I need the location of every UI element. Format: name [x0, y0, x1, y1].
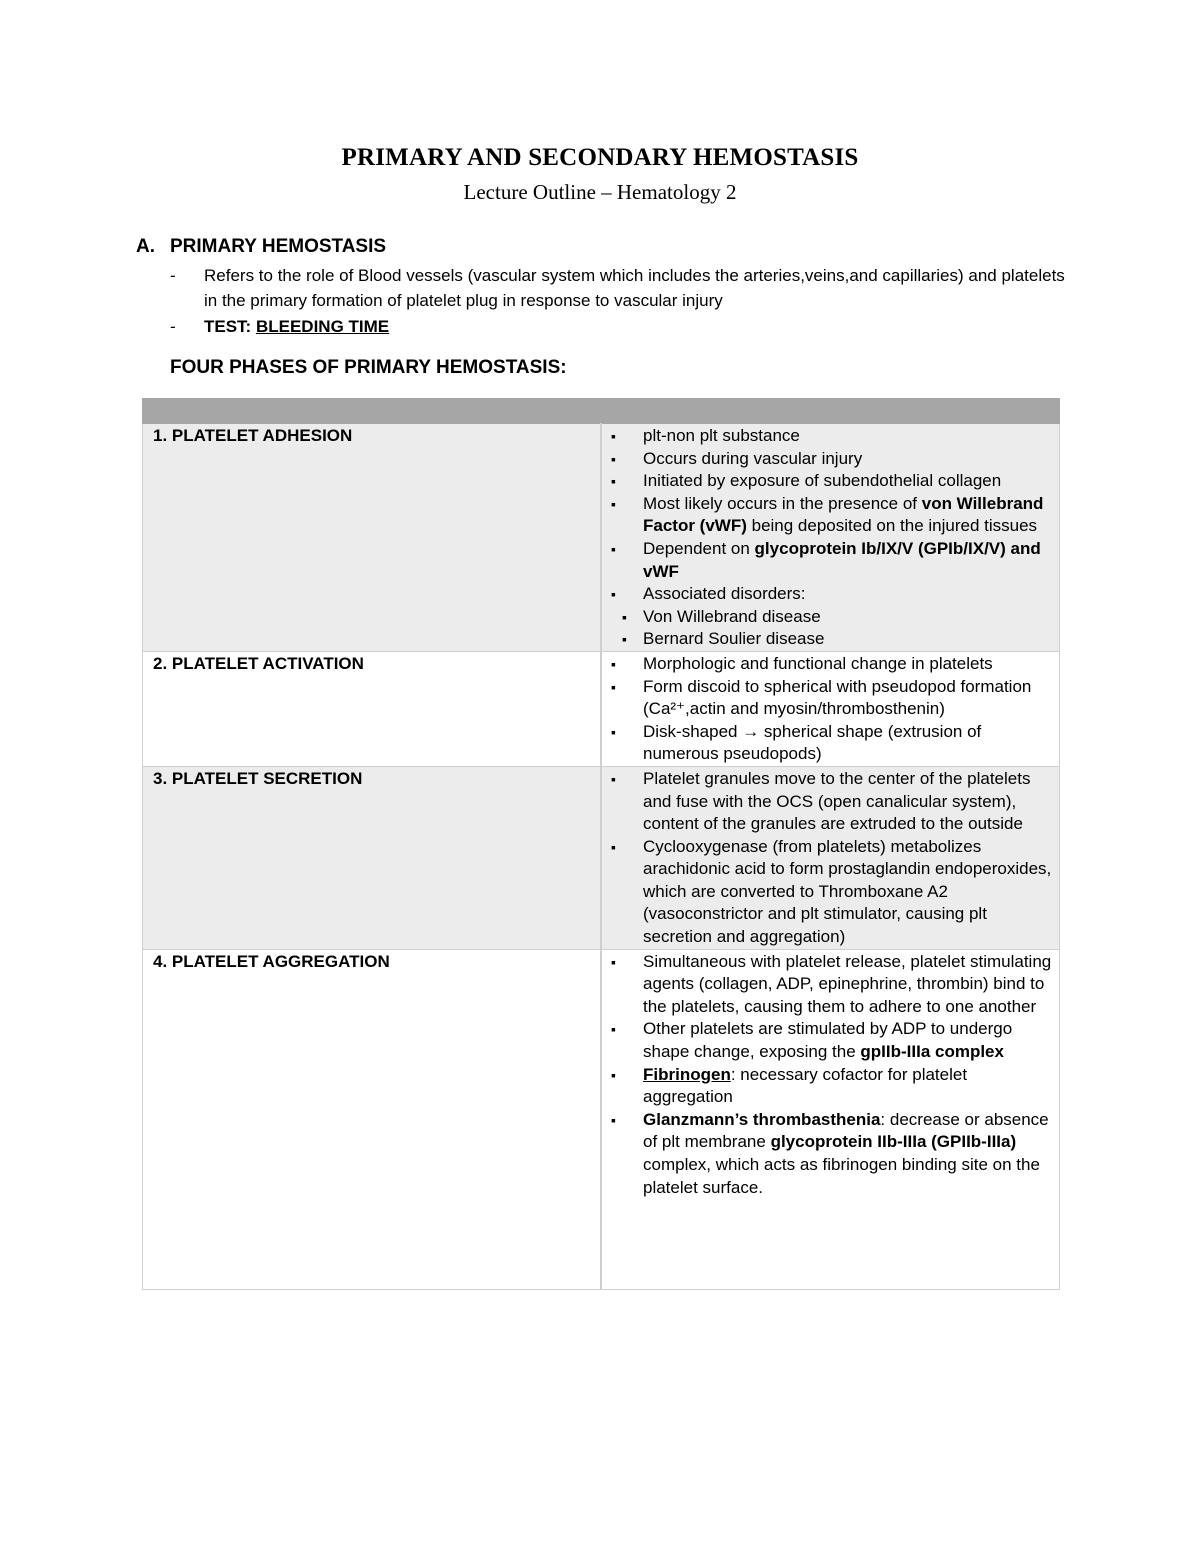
bullet-item: [602, 1109, 1055, 1199]
bullet-text: : decrease or absence of plt membrane: [643, 1109, 1049, 1152]
section-a-letter: A.: [136, 236, 155, 257]
sub-bullet-marker: ▪: [622, 631, 627, 648]
phase-details: [601, 766, 1060, 949]
bullet-item: [602, 836, 1055, 949]
document-subtitle: Lecture Outline – Hematology 2: [463, 180, 737, 204]
bullet-item: [602, 951, 1055, 1019]
phase-row: [143, 424, 1060, 652]
sub-bullet-list: [602, 606, 1055, 651]
bullet-marker: ▪: [611, 655, 616, 672]
phase-name: 4. PLATELET AGGREGATION: [143, 949, 602, 1289]
bullet-text: Occurs during vascular injury: [643, 448, 863, 468]
bullet-marker: ▪: [611, 1111, 616, 1128]
bullet-item: [602, 425, 1055, 448]
bullet-text: Cyclooxygenase (from platelets) metabolizes arachidonic acid to form prostaglandin endoperoxides, which are converted to Thromboxane A2 (vasoconstrictor and plt stimulator, causing plt secretion and aggregation): [643, 836, 1052, 947]
sub-bullet-item: [602, 606, 1055, 629]
bullet-marker: ▪: [611, 953, 616, 970]
table-header-cell: [601, 399, 1060, 424]
phase-details: [601, 651, 1060, 766]
bullet-item: [602, 768, 1055, 836]
bullet-marker: ▪: [611, 450, 616, 467]
bullet-text: Simultaneous with platelet release, platelet stimulating agents (collagen, ADP, epinephrine, thrombin) bind to the platelets, causing them to adhere to one another: [643, 951, 1052, 1016]
bullet-marker: ▪: [611, 586, 616, 603]
bullet-text: being deposited on the injured tissues: [746, 516, 1038, 536]
bullet-item: [602, 721, 1055, 766]
bullet-item: [602, 583, 1055, 606]
bullet-marker: ▪: [611, 495, 616, 512]
bullet-marker: ▪: [611, 540, 616, 557]
bullet-text: : necessary cofactor for platelet aggregation: [643, 1064, 968, 1107]
sub-bullet-container: [602, 606, 1055, 651]
phase-details: [601, 424, 1060, 652]
bullet-marker: ▪: [611, 428, 616, 444]
sub-bullet-marker: ▪: [622, 608, 627, 625]
bold-term: glycoprotein Ib/IX/V (GPIb/IX/V) and vWF: [643, 538, 1041, 581]
bullet-text: Other platelets are stimulated by ADP to undergo shape change, exposing the: [643, 1019, 1013, 1062]
bullet-text: Initiated by exposure of subendothelial collagen: [643, 471, 1002, 491]
bullet-item: [602, 1064, 1055, 1109]
bullet-text: Associated disorders:: [643, 584, 806, 604]
bullet-item: [602, 538, 1055, 583]
test-value: BLEEDING TIME: [255, 317, 390, 336]
bullet-text: complex, which acts as fibrinogen binding site on the platelet surface.: [643, 1155, 1040, 1197]
bullet-text: Platelet granules move to the center of the platelets and fuse with the OCS (open canalicular system), content of the granules are extruded to the outside: [643, 768, 1031, 834]
bullet-item: [602, 676, 1055, 721]
bullet-text: Dependent on: [643, 538, 755, 558]
phase-name: 1. PLATELET ADHESION: [143, 424, 602, 652]
bullet-marker: ▪: [611, 838, 616, 855]
section-a-dash-list: [170, 263, 1070, 339]
bold-term: von Willebrand Factor (vWF): [643, 493, 1044, 536]
bullet-text: plt-non plt substance: [643, 426, 800, 445]
bullet-list: [602, 653, 1055, 766]
test-item: [170, 314, 1070, 339]
bold-term: gpIIb-IIIa complex: [860, 1042, 1004, 1062]
bold-term: glycoprotein IIb-IIIa (GPIIb-IIIa): [770, 1132, 1017, 1152]
sub-bullet-item: [602, 628, 1055, 651]
bullet-list: [602, 425, 1055, 651]
definition-item: [170, 263, 1070, 313]
bullet-text: Morphologic and functional change in platelets: [643, 653, 993, 673]
bullet-marker: ▪: [611, 1021, 616, 1038]
phases-table: [142, 398, 1060, 1290]
bold-term: Glanzmann’s thrombasthenia: [643, 1109, 881, 1129]
bullet-item: [602, 470, 1055, 493]
definition-text: Refers to the role of Blood vessels (vascular system which includes the arteries,veins,and capillaries) and platelets in the primary formation of platelet plug in response to vascular injury: [204, 266, 1065, 310]
dash-marker: -: [170, 266, 176, 285]
sub-bullet-text: Von Willebrand disease: [643, 606, 821, 626]
bullet-list: [602, 768, 1055, 949]
bullet-item: [602, 448, 1055, 471]
bullet-item: [602, 493, 1055, 538]
bullet-marker: ▪: [611, 770, 616, 787]
section-a-title: PRIMARY HEMOSTASIS: [170, 236, 387, 257]
bullet-marker: ▪: [611, 1066, 616, 1083]
section-a-heading: [136, 236, 386, 258]
bold-term: Fibrinogen: [643, 1064, 731, 1084]
bullet-item: [602, 653, 1055, 676]
table-header-row: [143, 399, 1060, 424]
sub-bullet-text: Bernard Soulier disease: [643, 629, 825, 649]
phases-heading: FOUR PHASES OF PRIMARY HEMOSTASIS:: [170, 357, 567, 378]
document-title: PRIMARY AND SECONDARY HEMOSTASIS: [341, 144, 859, 171]
test-label: TEST:: [204, 317, 256, 336]
phase-details: [601, 949, 1060, 1289]
phase-row: [143, 766, 1060, 949]
bullet-item: [602, 1018, 1055, 1063]
bullet-list: [602, 951, 1055, 1200]
bullet-text: Form discoid to spherical with pseudopod formation (Ca²⁺,actin and myosin/thrombosthenin): [643, 676, 1032, 719]
phase-name: 3. PLATELET SECRETION: [143, 766, 602, 949]
phase-name: 2. PLATELET ACTIVATION: [143, 651, 602, 766]
bullet-text: Disk-shaped → spherical shape (extrusion of numerous pseudopods): [643, 721, 982, 764]
bullet-marker: ▪: [611, 678, 616, 695]
bullet-text: Most likely occurs in the presence of: [643, 493, 922, 513]
bullet-marker: ▪: [611, 723, 616, 740]
phase-row: [143, 949, 1060, 1289]
dash-marker: -: [170, 317, 176, 336]
phase-row: [143, 651, 1060, 766]
table-header-cell: [143, 399, 602, 424]
bullet-marker: ▪: [611, 473, 616, 490]
